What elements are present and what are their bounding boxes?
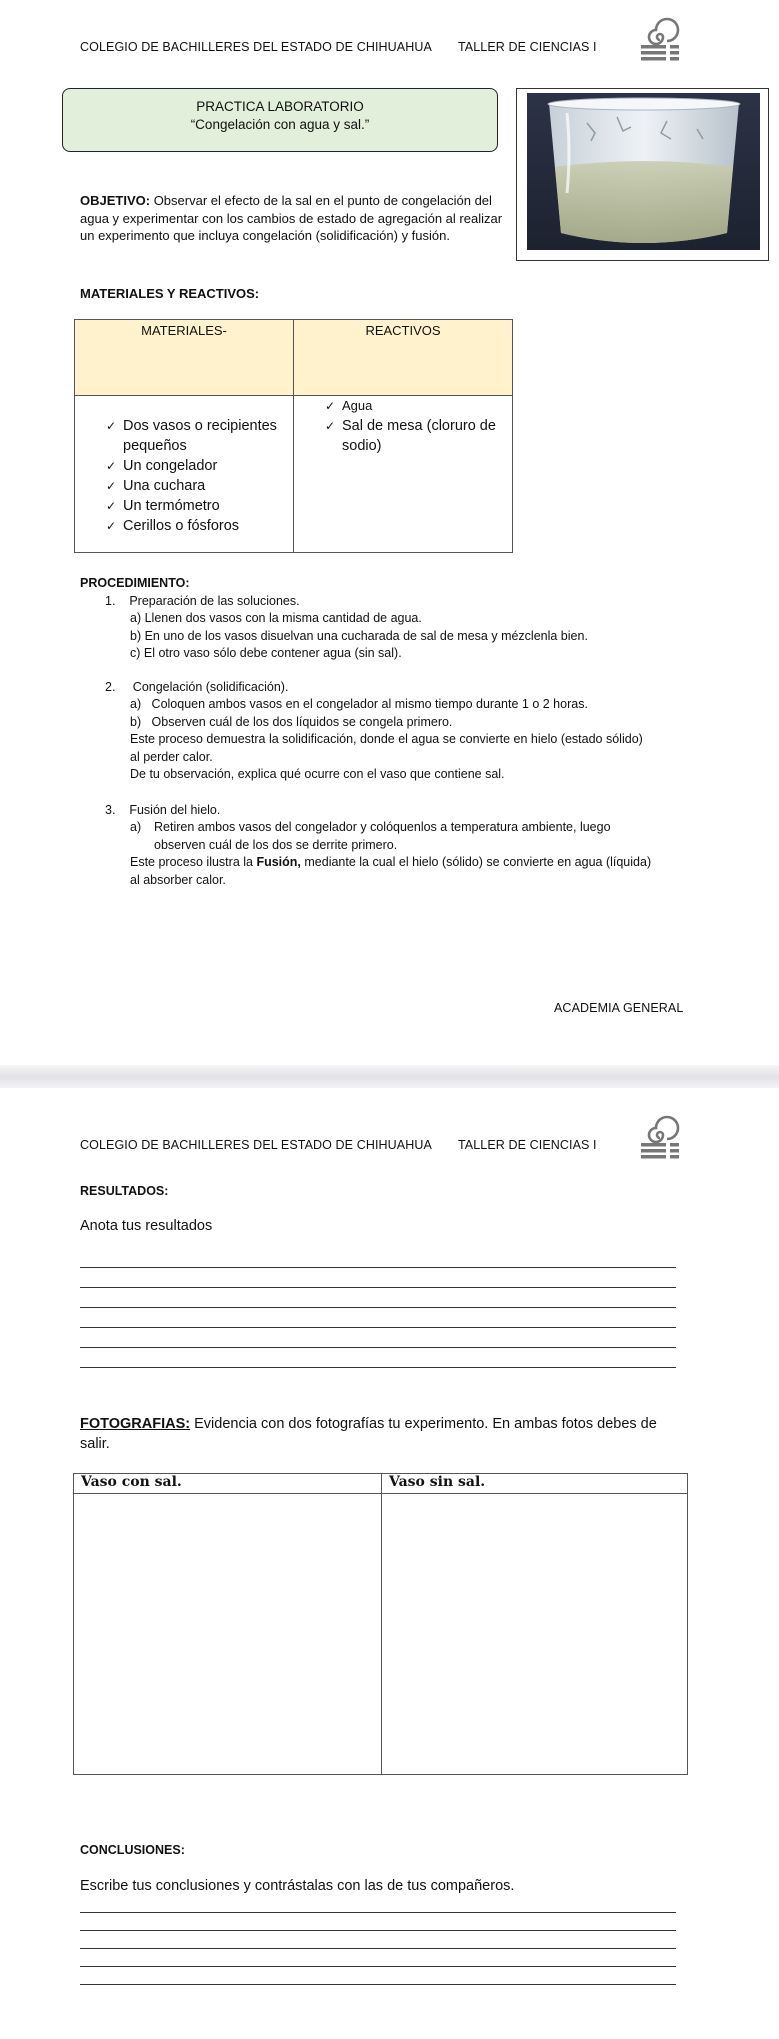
photos-label: FOTOGRAFIAS: bbox=[80, 1416, 191, 1432]
materiales-header-cell: MATERIALES- bbox=[75, 320, 294, 396]
conclusions-answer-line bbox=[80, 1930, 676, 1931]
header-course-name-2: TALLER DE CIENCIAS I bbox=[458, 1138, 597, 1152]
materials-table bbox=[74, 319, 513, 553]
step-3-title: Fusión del hielo. bbox=[129, 802, 221, 817]
objective-label: OBJETIVO: bbox=[80, 193, 151, 208]
results-answer-line bbox=[80, 1267, 676, 1268]
results-answer-line bbox=[80, 1347, 676, 1348]
conclusions-answer-line bbox=[80, 1948, 676, 1949]
step-1-title: Preparación de las soluciones. bbox=[129, 593, 300, 608]
cobach-spiral-logo-icon bbox=[636, 1112, 684, 1160]
fusion-term: Fusión, bbox=[256, 855, 301, 869]
practice-title-box bbox=[62, 88, 498, 152]
page-separator bbox=[0, 1065, 779, 1088]
materiales-item: ✓ Un congelador bbox=[100, 456, 287, 476]
step-3a: Retiren ambos vasos del congelador y colóquenlos a temperatura ambiente, luego observen cuál de los dos se derrite primero. bbox=[154, 820, 611, 852]
materials-heading: MATERIALES Y REACTIVOS: bbox=[80, 286, 260, 301]
step-1b: b) En uno de los vasos disuelvan una cucharada de sal de mesa y mézclenla bien. bbox=[130, 628, 588, 643]
header-course-name: TALLER DE CIENCIAS I bbox=[458, 40, 597, 54]
photo-cell-with-salt[interactable] bbox=[74, 1494, 382, 1775]
reactivos-item: ✓ Agua bbox=[319, 396, 506, 416]
header-school-name-2: COLEGIO DE BACHILLERES DEL ESTADO DE CHIHUAHUA bbox=[80, 1138, 432, 1152]
step-1c: c) El otro vaso sólo debe contener agua (sin sal). bbox=[130, 646, 402, 660]
objective-text: Observar el efecto de la sal en el punto de congelación del agua y experimentar con los cambios de estado de agregación al realizar un experimento que incluya congelación (solidificación) y fusión. bbox=[80, 193, 503, 243]
results-answer-line bbox=[80, 1287, 676, 1288]
step-2a: Coloquen ambos vasos en el congelador al mismo tiempo durante 1 o 2 horas. bbox=[151, 697, 588, 711]
photo-evidence-table bbox=[73, 1473, 688, 1775]
materiales-item: ✓ Dos vasos o recipientes pequeños bbox=[100, 416, 287, 456]
results-heading: RESULTADOS: bbox=[80, 1184, 169, 1198]
cobach-spiral-logo-icon bbox=[636, 14, 684, 62]
step-2-title: Congelación (solidificación). bbox=[132, 679, 289, 694]
conclusions-prompt: Escribe tus conclusiones y contrástalas con las de tus compañeros. bbox=[80, 1878, 515, 1894]
conclusions-answer-line bbox=[80, 1984, 676, 1985]
conclusions-answer-line bbox=[80, 1912, 676, 1913]
experiment-photo-frame bbox=[516, 88, 769, 261]
materiales-item: ✓ Una cuchara bbox=[100, 476, 287, 496]
results-answer-line bbox=[80, 1307, 676, 1308]
photos-paragraph bbox=[80, 1414, 680, 1454]
practice-title-line1: PRACTICA LABORATORIO bbox=[196, 99, 364, 114]
materiales-cell bbox=[75, 396, 294, 553]
results-prompt: Anota tus resultados bbox=[80, 1218, 213, 1234]
photo-col-without-salt: Vaso sin sal. bbox=[382, 1474, 688, 1494]
photo-cell-without-salt[interactable] bbox=[382, 1494, 688, 1775]
photos-text: Evidencia con dos fotografías tu experimento. En ambas fotos debes de salir. bbox=[80, 1416, 657, 1452]
footer-academia: ACADEMIA GENERAL bbox=[554, 1001, 684, 1015]
header-school-name: COLEGIO DE BACHILLERES DEL ESTADO DE CHIHUAHUA bbox=[80, 40, 432, 54]
results-answer-line bbox=[80, 1367, 676, 1368]
procedure-step-2: 2. Congelación (solidificación). a) Coloquen ambos vasos en el congelador al mismo tiempo durante 1 o 2 horas. b) Observen cuál de los dos líquidos se congela primero. Este proceso demuestra la solidificación, donde el agua se convierte en hielo (estado sólido) al perder calor. De tu observación, explica qué ocurre con el vaso que contiene sal. bbox=[80, 679, 680, 784]
step-2b: Observen cuál de los dos líquidos se congela primero. bbox=[151, 714, 453, 729]
practice-title-line2: “Congelación con agua y sal.” bbox=[190, 117, 370, 132]
conclusions-answer-line bbox=[80, 1966, 676, 1967]
frosted-glass-photo bbox=[527, 93, 760, 250]
objective-paragraph bbox=[80, 192, 505, 245]
materiales-item: ✓ Un termómetro bbox=[100, 496, 287, 516]
conclusions-heading: CONCLUSIONES: bbox=[80, 1843, 185, 1857]
step-1a: a) Llenen dos vasos con la misma cantidad de agua. bbox=[130, 611, 422, 625]
procedure-heading: PROCEDIMIENTO: bbox=[80, 576, 190, 590]
procedure-step-3: 3. Fusión del hielo. a) Retiren ambos vasos del congelador y colóquenlos a temperatura ambiente, luego observen cuál de los dos se derrite primero. Este proceso ilustra la Fusión, mediante la cual el hielo (sólido) se convierte en agua (líquida) al absorber calor. bbox=[80, 802, 680, 890]
reactivos-cell bbox=[294, 396, 513, 553]
photo-col-with-salt: Vaso con sal. bbox=[74, 1474, 382, 1494]
procedure-section bbox=[80, 575, 680, 889]
procedure-step-1: 1. Preparación de las soluciones. a) Llenen dos vasos con la misma cantidad de agua. b) En uno de los vasos disuelvan una cucharada de sal de mesa y mézclenla bien. c) El otro vaso sólo debe contener agua (sin sal). bbox=[80, 593, 680, 663]
reactivos-item: ✓ Sal de mesa (cloruro de sodio) bbox=[319, 416, 506, 456]
step-2-note-1: Este proceso demuestra la solidificación, donde el agua se convierte en hielo (estado sólido) al perder calor. bbox=[130, 732, 643, 764]
materiales-item: ✓ Cerillos o fósforos bbox=[100, 516, 287, 536]
reactivos-header-cell: REACTIVOS bbox=[294, 320, 513, 396]
step-3-note: Este proceso ilustra la Fusión, mediante la cual el hielo (sólido) se convierte en agua (líquida) al absorber calor. bbox=[130, 855, 652, 887]
step-2-note-2: De tu observación, explica qué ocurre con el vaso que contiene sal. bbox=[130, 767, 505, 781]
results-answer-line bbox=[80, 1327, 676, 1328]
